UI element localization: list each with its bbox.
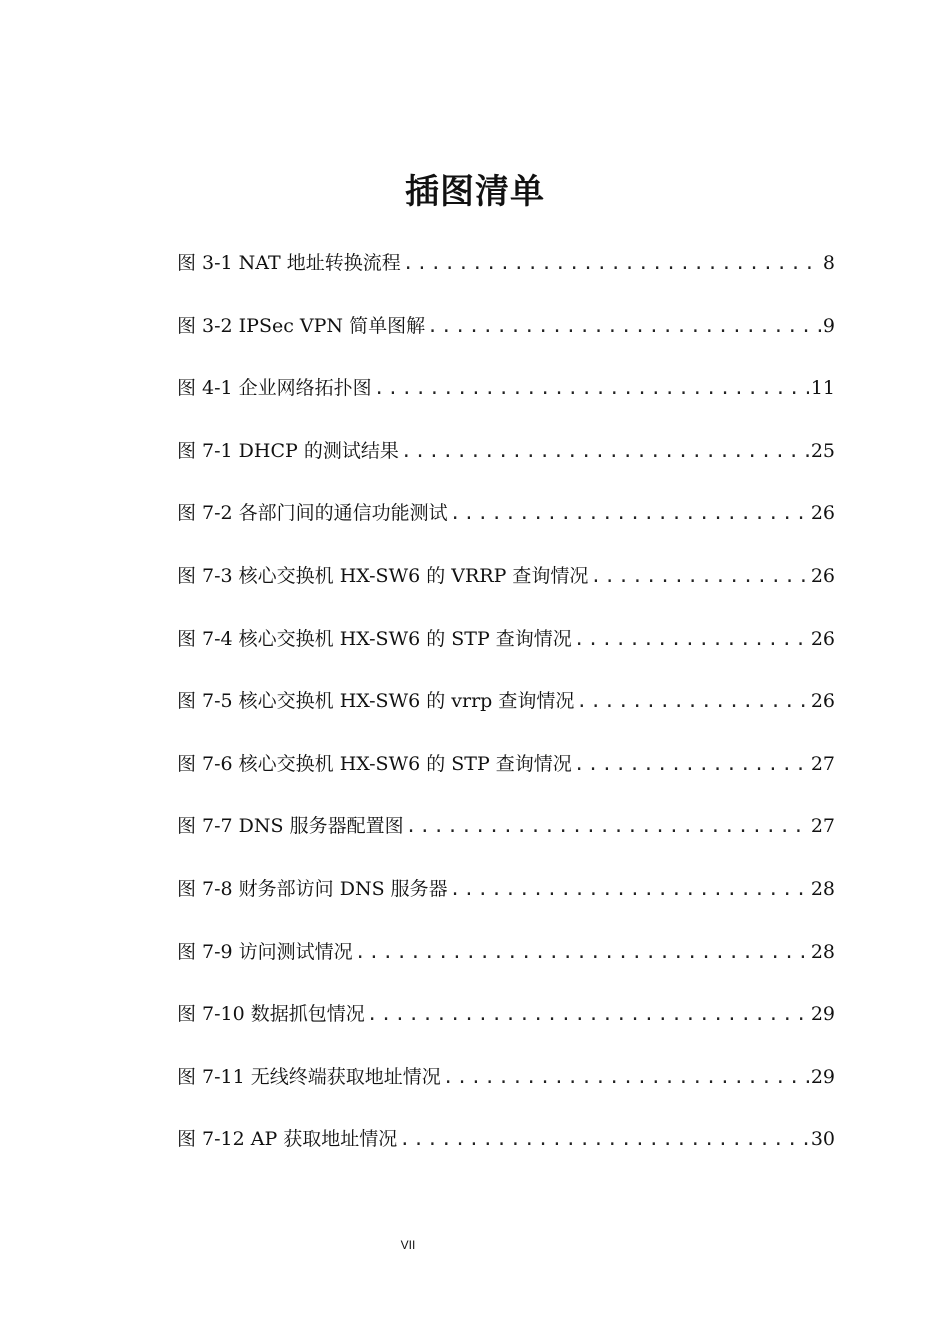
entry-label: 图 7-3 核心交换机 HX-SW6 的 VRRP 查询情况 [177, 564, 589, 587]
dot-leader [374, 378, 809, 399]
entry-label: 图 7-2 各部门间的通信功能测试 [177, 502, 448, 525]
entry-label: 图 7-5 核心交换机 HX-SW6 的 vrrp 查询情况 [177, 690, 575, 713]
entry-page-number: 25 [810, 439, 835, 462]
list-item[interactable] [177, 749, 835, 812]
entry-page-number: 26 [810, 690, 835, 713]
entry-page-number: 26 [810, 627, 835, 650]
list-item[interactable] [177, 436, 835, 499]
page-footer-number: VII [400, 1238, 416, 1252]
entry-page-number: 27 [810, 815, 835, 838]
entry-label: 图 7-11 无线终端获取地址情况 [177, 1065, 441, 1088]
dot-leader [450, 879, 809, 900]
figure-list [177, 248, 835, 1187]
list-item[interactable] [177, 874, 835, 937]
entry-page-number: 26 [810, 564, 835, 587]
dot-leader [590, 566, 808, 587]
list-item[interactable] [177, 248, 835, 311]
dot-leader [403, 253, 821, 274]
entry-page-number: 28 [810, 940, 835, 963]
dot-leader [367, 1004, 809, 1025]
entry-label: 图 7-1 DHCP 的测试结果 [177, 439, 399, 462]
list-item[interactable] [177, 561, 835, 624]
dot-leader [427, 316, 821, 337]
list-item[interactable] [177, 999, 835, 1062]
entry-page-number: 8 [822, 252, 835, 274]
list-item[interactable] [177, 1124, 835, 1187]
entry-page-number: 27 [810, 752, 835, 775]
list-item[interactable] [177, 686, 835, 749]
entry-page-number: 11 [810, 377, 835, 400]
dot-leader [401, 441, 809, 462]
list-item[interactable] [177, 373, 835, 436]
entry-label: 图 4-1 企业网络拓扑图 [177, 377, 372, 400]
list-item[interactable] [177, 498, 835, 561]
entry-page-number: 28 [810, 877, 835, 900]
dot-leader [574, 629, 809, 650]
entry-label: 图 7-12 AP 获取地址情况 [177, 1128, 398, 1151]
entry-label: 图 7-9 访问测试情况 [177, 940, 353, 963]
list-item[interactable] [177, 311, 835, 374]
entry-label: 图 7-10 数据抓包情况 [177, 1003, 365, 1026]
entry-label: 图 7-6 核心交换机 HX-SW6 的 STP 查询情况 [177, 752, 572, 775]
entry-page-number: 9 [822, 314, 835, 337]
entry-label: 图 3-2 IPSec VPN 简单图解 [177, 314, 426, 337]
dot-leader [576, 691, 808, 712]
entry-page-number: 30 [810, 1128, 835, 1151]
dot-leader [443, 1067, 809, 1088]
entry-page-number: 29 [810, 1003, 835, 1026]
entry-label: 图 3-1 NAT 地址转换流程 [177, 252, 401, 274]
dot-leader [450, 503, 809, 524]
entry-page-number: 29 [810, 1065, 835, 1088]
dot-leader [355, 942, 809, 963]
entry-label: 图 7-4 核心交换机 HX-SW6 的 STP 查询情况 [177, 627, 572, 650]
list-item[interactable] [177, 811, 835, 874]
dot-leader [399, 1129, 809, 1150]
entry-label: 图 7-8 财务部访问 DNS 服务器 [177, 877, 448, 900]
entry-page-number: 26 [810, 502, 835, 525]
entry-label: 图 7-7 DNS 服务器配置图 [177, 815, 404, 838]
page-title: 插图清单 [405, 172, 545, 212]
dot-leader [574, 754, 809, 775]
dot-leader [406, 816, 809, 837]
list-item[interactable] [177, 624, 835, 687]
list-item[interactable] [177, 937, 835, 1000]
list-item[interactable] [177, 1062, 835, 1125]
